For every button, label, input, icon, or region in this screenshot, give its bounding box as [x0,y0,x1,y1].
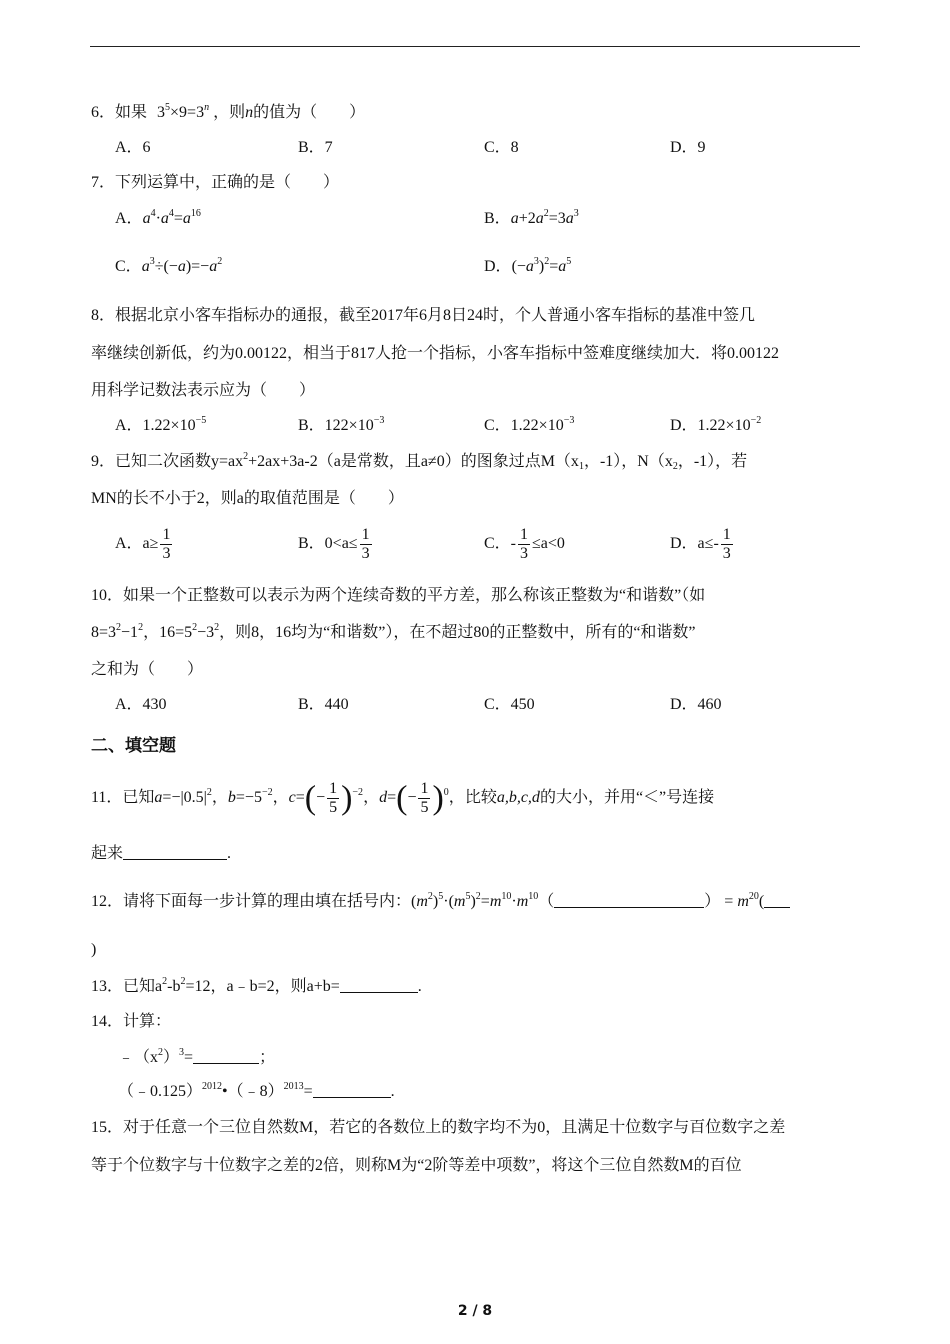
q14-blank-2[interactable] [313,1081,391,1098]
question-13: 13．已知$a^2-b^2=12$，a﹣b=2，则a+b= . [91,976,422,995]
question-8-line-2: 率继续创新低，约为0.00122，相当于817人抢一个指标，小客车指标中签难度继续加大．将0.00122 [91,345,780,362]
q6-option-c: C．8 [484,139,519,156]
q9-option-b: B．0<a≤ $\frac{1}{3}$ [298,526,370,562]
question-10-line-1: 10．如果一个正整数可以表示为两个连续奇数的平方差，那么称该正整数为“和谐数”（如 [91,587,706,604]
q7-option-d: D．$(-a^3)^2=a^5$ [484,256,572,275]
question-14-stem: 14．计算： [91,1013,172,1030]
q10-option-b: B．440 [298,696,349,713]
question-8-line-1: 8．根据北京小客车指标办的通报，截至2017年6月8日24时，个人普通小客车指标的基准中签几 [91,307,756,324]
question-15-line-2: 等于个位数字与十位数字之差的2倍，则称M为“2阶等差中项数”，将这个三位自然数M的百位 [91,1157,742,1174]
question-10-line-2: $8=3^2-1^2$，$16=5^2-3^2$，则8，16均为“和谐数”），在不超过80的正整数中，所有的“和谐数” [91,622,696,641]
question-10-line-3: 之和为（ ） [91,661,204,678]
question-14-part-1: $﹣(x^2)^3=$ ； [118,1047,276,1066]
q6-option-a: A．6 [115,139,151,156]
q12-blank-2[interactable] [764,891,790,908]
q9-option-a: A．a≥ $\frac{1}{3}$ [115,526,171,562]
question-11-line-2: 起来 . [91,845,232,862]
header-rule [90,46,860,47]
q14-blank-1[interactable] [193,1047,259,1064]
question-8-line-3: 用科学记数法表示应为（ ） [91,382,316,399]
q10-option-a: A．430 [115,696,167,713]
question-9-line-1: 9．已知二次函数$y=ax^2+2ax+3a-2(a$是常数，且a≠0）的图象过点$M(x_1$，-1），$N(x_2$，-1），若 [91,451,748,472]
section-title: 二、填空题 [91,736,176,756]
q7-option-c: C．$a^3\div(-a)=-a^2$ [115,256,223,275]
q8-option-b: B．$122\times 10^{-3}$ [298,415,385,434]
q13-blank[interactable] [340,976,418,993]
q10-option-d: D．460 [670,696,722,713]
question-14-part-2: （﹣0.125）$^{2012}$•（﹣8）$^{2013}$= . [118,1081,395,1100]
q8-option-d: D．$1.22\times 10^{-2}$ [670,415,762,434]
question-7-stem: 7．下列运算中，正确的是（ ） [91,174,340,191]
question-12-line-1: 12．请将下面每一步计算的理由填在括号内：$(m^2)^5\cdot(m^5)^2=m^{10}\cdot m^{10}$（ ） = $m^{20}$( [91,891,790,912]
question-11-line-1: 11．已知$a=-|0.5|^2$，$b=-5^{-2}$，c=(− $\frac{1}{5}$ )$^{-2}$，d=(− $\frac{1}{5}$ )$^0$，比较a,b,c,d的大小，并用“＜”号连接 [91,779,715,817]
q8-option-a: A．$1.22\times 10^{-5}$ [115,415,207,434]
q9-option-c: C．- $\frac{1}{3}$ ≤a<0 [484,526,565,562]
q12-blank-1[interactable] [554,891,704,908]
page-number: 2 / 8 [457,1303,493,1319]
q6-option-d: D．9 [670,139,706,156]
q9-option-d: D．a≤- $\frac{1}{3}$ [670,526,731,562]
q7-option-a: A．$a^4\cdot a^4=a^{16}$ [115,208,201,227]
question-9-line-2: MN的长不小于2，则a的取值范围是（ ） [91,490,404,507]
q11-blank[interactable] [123,843,227,860]
q6-option-b: B．7 [298,139,333,156]
q10-option-c: C．450 [484,696,535,713]
question-15-line-1: 15．对于任意一个三位自然数M，若它的各数位上的数字均不为0，且满足十位数字与百位数字之差 [91,1119,786,1136]
q8-option-c: C．$1.22\times 10^{-3}$ [484,415,575,434]
q7-option-b: B．$a+2a^2=3a^3$ [484,208,579,227]
question-12-line-2: ) [91,941,97,958]
question-6: 6．如果 $3^5\times 9=3^n$ ，则n的值为（ ） [91,102,366,121]
